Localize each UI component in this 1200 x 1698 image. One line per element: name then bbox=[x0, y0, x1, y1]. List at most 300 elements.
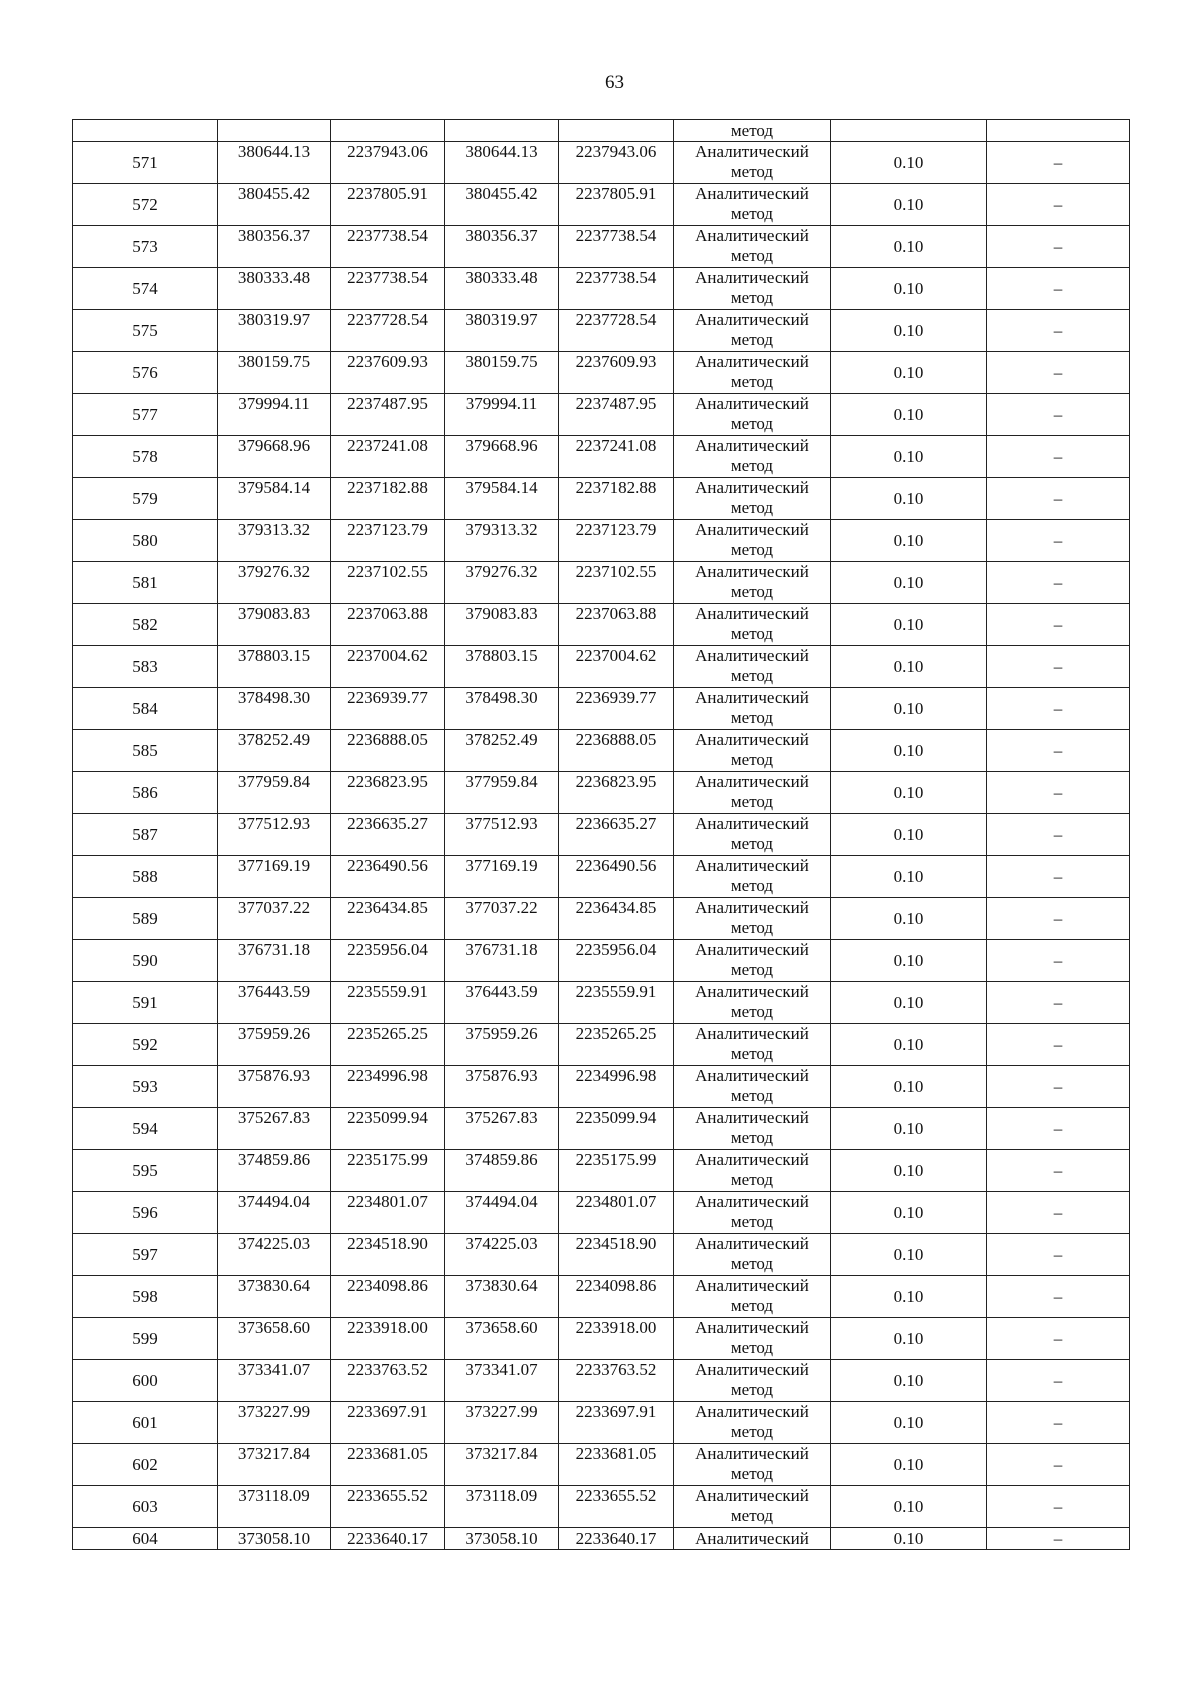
y-coordinate-cell: 2233655.52 bbox=[559, 1486, 674, 1528]
x-coordinate-cell: 374225.03 bbox=[445, 1234, 559, 1276]
y-coordinate-cell: 2234996.98 bbox=[331, 1066, 445, 1108]
x-coordinate-cell: 379584.14 bbox=[445, 478, 559, 520]
method-cell: Аналитический метод bbox=[674, 1066, 831, 1108]
note-cell: – bbox=[987, 730, 1130, 772]
method-cell: Аналитический метод bbox=[674, 184, 831, 226]
point-number-cell: 575 bbox=[73, 310, 218, 352]
table-row bbox=[73, 310, 1130, 352]
point-number-cell: 603 bbox=[73, 1486, 218, 1528]
method-cell: Аналитический метод bbox=[674, 1360, 831, 1402]
y-coordinate-cell: 2236888.05 bbox=[331, 730, 445, 772]
precision-cell: 0.10 bbox=[831, 1276, 987, 1318]
y-coordinate-cell: 2235956.04 bbox=[559, 940, 674, 982]
y-coordinate-cell: 2237004.62 bbox=[331, 646, 445, 688]
x-coordinate-cell: 374225.03 bbox=[218, 1234, 331, 1276]
note-cell: – bbox=[987, 856, 1130, 898]
x-coordinate-cell: 373830.64 bbox=[218, 1276, 331, 1318]
table-row bbox=[73, 688, 1130, 730]
precision-cell: 0.10 bbox=[831, 604, 987, 646]
y-coordinate-cell: 2236434.85 bbox=[331, 898, 445, 940]
x-coordinate-cell: 377169.19 bbox=[445, 856, 559, 898]
x-coordinate-cell: 373227.99 bbox=[445, 1402, 559, 1444]
point-number-cell: 601 bbox=[73, 1402, 218, 1444]
y-coordinate-cell: 2237241.08 bbox=[559, 436, 674, 478]
method-cell: Аналитический метод bbox=[674, 520, 831, 562]
precision-cell: 0.10 bbox=[831, 1402, 987, 1444]
precision-cell: 0.10 bbox=[831, 1444, 987, 1486]
precision-cell: 0.10 bbox=[831, 982, 987, 1024]
y-coordinate-cell: 2235099.94 bbox=[559, 1108, 674, 1150]
precision-cell: 0.10 bbox=[831, 898, 987, 940]
x-coordinate-cell: 379668.96 bbox=[445, 436, 559, 478]
y-coordinate-cell: 2233918.00 bbox=[331, 1318, 445, 1360]
table-row bbox=[73, 940, 1130, 982]
y-coordinate-cell: 2237943.06 bbox=[559, 142, 674, 184]
method-cell: Аналитический метод bbox=[674, 226, 831, 268]
x-coordinate-cell: 378803.15 bbox=[218, 646, 331, 688]
precision-cell: 0.10 bbox=[831, 1108, 987, 1150]
note-cell: – bbox=[987, 646, 1130, 688]
x-coordinate-cell: 379313.32 bbox=[218, 520, 331, 562]
y-coordinate-cell: 2237738.54 bbox=[331, 226, 445, 268]
y-coordinate-cell: 2236823.95 bbox=[559, 772, 674, 814]
method-cell: Аналитический метод bbox=[674, 1192, 831, 1234]
x-coordinate-cell: 380644.13 bbox=[445, 142, 559, 184]
table-row bbox=[73, 226, 1130, 268]
x-coordinate-cell: 379276.32 bbox=[445, 562, 559, 604]
point-number-cell: 604 bbox=[73, 1528, 218, 1550]
x-coordinate-cell: 373341.07 bbox=[218, 1360, 331, 1402]
y-coordinate-cell: 2233681.05 bbox=[331, 1444, 445, 1486]
point-number-cell: 590 bbox=[73, 940, 218, 982]
method-cell: Аналитический метод bbox=[674, 730, 831, 772]
precision-cell: 0.10 bbox=[831, 184, 987, 226]
x-coordinate-cell: 377512.93 bbox=[445, 814, 559, 856]
x-coordinate-cell: 373658.60 bbox=[218, 1318, 331, 1360]
point-number-cell: 602 bbox=[73, 1444, 218, 1486]
y-coordinate-cell: 2237241.08 bbox=[331, 436, 445, 478]
method-cell: Аналитический метод bbox=[674, 478, 831, 520]
point-number-cell: 583 bbox=[73, 646, 218, 688]
note-cell: – bbox=[987, 1024, 1130, 1066]
x-coordinate-cell: 373118.09 bbox=[218, 1486, 331, 1528]
continued-row bbox=[73, 120, 1130, 142]
precision-cell: 0.10 bbox=[831, 688, 987, 730]
y-coordinate-cell: 2236434.85 bbox=[559, 898, 674, 940]
point-number-cell: 591 bbox=[73, 982, 218, 1024]
point-number-cell: 582 bbox=[73, 604, 218, 646]
y-coordinate-cell: 2237182.88 bbox=[559, 478, 674, 520]
x-coordinate-cell: 377169.19 bbox=[218, 856, 331, 898]
method-cell: метод bbox=[674, 120, 831, 142]
point-number-cell: 598 bbox=[73, 1276, 218, 1318]
x-coordinate-cell: 378252.49 bbox=[218, 730, 331, 772]
coordinates-table bbox=[72, 119, 1130, 1550]
note-cell: – bbox=[987, 1486, 1130, 1528]
note-cell: – bbox=[987, 562, 1130, 604]
y-coordinate-cell: 2237102.55 bbox=[559, 562, 674, 604]
note-cell: – bbox=[987, 226, 1130, 268]
x-coordinate-cell: 380319.97 bbox=[218, 310, 331, 352]
y-coordinate-cell: 2233697.91 bbox=[331, 1402, 445, 1444]
table-row bbox=[73, 1444, 1130, 1486]
y-coordinate-cell: 2234098.86 bbox=[559, 1276, 674, 1318]
x-coordinate-cell: 380319.97 bbox=[445, 310, 559, 352]
point-number-cell: 585 bbox=[73, 730, 218, 772]
y-coordinate-cell: 2236888.05 bbox=[559, 730, 674, 772]
table-row bbox=[73, 1234, 1130, 1276]
x-coordinate-cell: 373118.09 bbox=[445, 1486, 559, 1528]
note-cell: – bbox=[987, 1444, 1130, 1486]
note-cell: – bbox=[987, 184, 1130, 226]
table-row bbox=[73, 1192, 1130, 1234]
x-coordinate-cell: 373217.84 bbox=[445, 1444, 559, 1486]
x-coordinate-cell: 375267.83 bbox=[445, 1108, 559, 1150]
precision-cell: 0.10 bbox=[831, 1528, 987, 1550]
precision-cell: 0.10 bbox=[831, 1360, 987, 1402]
note-cell: – bbox=[987, 394, 1130, 436]
precision-cell: 0.10 bbox=[831, 1024, 987, 1066]
x-coordinate-cell: 373658.60 bbox=[445, 1318, 559, 1360]
table-row bbox=[73, 562, 1130, 604]
note-cell: – bbox=[987, 1276, 1130, 1318]
table-row bbox=[73, 268, 1130, 310]
table-row bbox=[73, 1402, 1130, 1444]
y-coordinate-cell: 2235265.25 bbox=[559, 1024, 674, 1066]
precision-cell: 0.10 bbox=[831, 730, 987, 772]
table-row bbox=[73, 1528, 1130, 1550]
note-cell: – bbox=[987, 604, 1130, 646]
precision-cell: 0.10 bbox=[831, 562, 987, 604]
precision-cell: 0.10 bbox=[831, 478, 987, 520]
y-coordinate-cell: 2237063.88 bbox=[331, 604, 445, 646]
method-cell: Аналитический метод bbox=[674, 814, 831, 856]
x-coordinate-cell: 374494.04 bbox=[218, 1192, 331, 1234]
x-coordinate-cell: 373058.10 bbox=[218, 1528, 331, 1550]
y-coordinate-cell: 2235559.91 bbox=[331, 982, 445, 1024]
table-row bbox=[73, 730, 1130, 772]
note-cell: – bbox=[987, 1318, 1130, 1360]
y-coordinate-cell: 2233763.52 bbox=[559, 1360, 674, 1402]
y-coordinate-cell: 2237004.62 bbox=[559, 646, 674, 688]
method-cell: Аналитический метод bbox=[674, 1276, 831, 1318]
method-cell: Аналитический метод bbox=[674, 688, 831, 730]
x-coordinate-cell: 380455.42 bbox=[445, 184, 559, 226]
method-cell: Аналитический метод bbox=[674, 1402, 831, 1444]
y-coordinate-cell: 2237102.55 bbox=[331, 562, 445, 604]
y-coordinate-cell: 2233640.17 bbox=[559, 1528, 674, 1550]
x-coordinate-cell: 374494.04 bbox=[445, 1192, 559, 1234]
precision-cell: 0.10 bbox=[831, 436, 987, 478]
precision-cell: 0.10 bbox=[831, 352, 987, 394]
x-coordinate-cell: 377959.84 bbox=[218, 772, 331, 814]
point-number-cell: 571 bbox=[73, 142, 218, 184]
x-coordinate-cell: 375267.83 bbox=[218, 1108, 331, 1150]
y-coordinate-cell: 2235559.91 bbox=[559, 982, 674, 1024]
x-coordinate-cell: 380455.42 bbox=[218, 184, 331, 226]
x-coordinate-cell: 378498.30 bbox=[218, 688, 331, 730]
note-cell: – bbox=[987, 772, 1130, 814]
note-cell: – bbox=[987, 940, 1130, 982]
y-coordinate-cell: 2237487.95 bbox=[331, 394, 445, 436]
method-cell: Аналитический метод bbox=[674, 1108, 831, 1150]
table-row bbox=[73, 982, 1130, 1024]
y-coordinate-cell: 2237943.06 bbox=[331, 142, 445, 184]
note-cell: – bbox=[987, 688, 1130, 730]
point-number-cell: 587 bbox=[73, 814, 218, 856]
precision-cell: 0.10 bbox=[831, 1150, 987, 1192]
x-coordinate-cell: 375876.93 bbox=[218, 1066, 331, 1108]
x-coordinate-cell: 379584.14 bbox=[218, 478, 331, 520]
table-row bbox=[73, 184, 1130, 226]
y-coordinate-cell: 2233640.17 bbox=[331, 1528, 445, 1550]
x-coordinate-cell: 378252.49 bbox=[445, 730, 559, 772]
precision-cell: 0.10 bbox=[831, 520, 987, 562]
method-cell: Аналитический метод bbox=[674, 940, 831, 982]
table-row bbox=[73, 1318, 1130, 1360]
y-coordinate-cell: 2237805.91 bbox=[559, 184, 674, 226]
y-coordinate-cell: 2235175.99 bbox=[559, 1150, 674, 1192]
x-coordinate-cell: 374859.86 bbox=[218, 1150, 331, 1192]
x-coordinate-cell: 379083.83 bbox=[445, 604, 559, 646]
method-cell: Аналитический метод bbox=[674, 394, 831, 436]
note-cell: – bbox=[987, 1528, 1130, 1550]
note-cell: – bbox=[987, 352, 1130, 394]
page-number: 63 bbox=[605, 72, 624, 93]
table-row bbox=[73, 142, 1130, 184]
table-body bbox=[73, 120, 1130, 1550]
note-cell: – bbox=[987, 1150, 1130, 1192]
y-coordinate-cell: 2237609.93 bbox=[331, 352, 445, 394]
y-coordinate-cell: 2233697.91 bbox=[559, 1402, 674, 1444]
precision-cell: 0.10 bbox=[831, 310, 987, 352]
point-number-cell: 584 bbox=[73, 688, 218, 730]
method-cell: Аналитический метод bbox=[674, 1024, 831, 1066]
table-row bbox=[73, 352, 1130, 394]
point-number-cell: 596 bbox=[73, 1192, 218, 1234]
point-number-cell: 574 bbox=[73, 268, 218, 310]
point-number-cell: 577 bbox=[73, 394, 218, 436]
x-coordinate-cell: 376443.59 bbox=[445, 982, 559, 1024]
table-row bbox=[73, 646, 1130, 688]
method-cell: Аналитический метод bbox=[674, 562, 831, 604]
y-coordinate-cell: 2234996.98 bbox=[559, 1066, 674, 1108]
y-coordinate-cell: 2236939.77 bbox=[331, 688, 445, 730]
point-number-cell: 580 bbox=[73, 520, 218, 562]
y-coordinate-cell: 2235265.25 bbox=[331, 1024, 445, 1066]
x-coordinate-cell: 380356.37 bbox=[445, 226, 559, 268]
x-coordinate-cell: 380159.75 bbox=[445, 352, 559, 394]
method-cell: Аналитический метод bbox=[674, 982, 831, 1024]
y-coordinate-cell: 2234518.90 bbox=[559, 1234, 674, 1276]
table-row bbox=[73, 856, 1130, 898]
method-cell: Аналитический метод bbox=[674, 142, 831, 184]
y-coordinate-cell: 2236490.56 bbox=[559, 856, 674, 898]
x-coordinate-cell: 373058.10 bbox=[445, 1528, 559, 1550]
precision-cell: 0.10 bbox=[831, 394, 987, 436]
table-row bbox=[73, 814, 1130, 856]
y-coordinate-cell: 2236635.27 bbox=[559, 814, 674, 856]
table-row bbox=[73, 520, 1130, 562]
point-number-cell: 592 bbox=[73, 1024, 218, 1066]
x-coordinate-cell: 379994.11 bbox=[218, 394, 331, 436]
y-coordinate-cell: 2233655.52 bbox=[331, 1486, 445, 1528]
precision-cell: 0.10 bbox=[831, 1234, 987, 1276]
y-coordinate-cell: 2237123.79 bbox=[331, 520, 445, 562]
point-number-cell: 594 bbox=[73, 1108, 218, 1150]
precision-cell: 0.10 bbox=[831, 1066, 987, 1108]
precision-cell: 0.10 bbox=[831, 1486, 987, 1528]
y-coordinate-cell: 2237182.88 bbox=[331, 478, 445, 520]
point-number-cell: 572 bbox=[73, 184, 218, 226]
x-coordinate-cell: 379276.32 bbox=[218, 562, 331, 604]
note-cell: – bbox=[987, 436, 1130, 478]
note-cell: – bbox=[987, 268, 1130, 310]
note-cell: – bbox=[987, 1192, 1130, 1234]
x-coordinate-cell: 376731.18 bbox=[218, 940, 331, 982]
note-cell: – bbox=[987, 1234, 1130, 1276]
note-cell: – bbox=[987, 814, 1130, 856]
precision-cell: 0.10 bbox=[831, 268, 987, 310]
y-coordinate-cell: 2237123.79 bbox=[559, 520, 674, 562]
note-cell: – bbox=[987, 1360, 1130, 1402]
point-number-cell: 576 bbox=[73, 352, 218, 394]
method-cell: Аналитический метод bbox=[674, 1318, 831, 1360]
note-cell: – bbox=[987, 1066, 1130, 1108]
x-coordinate-cell: 374859.86 bbox=[445, 1150, 559, 1192]
y-coordinate-cell: 2237487.95 bbox=[559, 394, 674, 436]
note-cell: – bbox=[987, 898, 1130, 940]
method-cell: Аналитический метод bbox=[674, 268, 831, 310]
table-row bbox=[73, 394, 1130, 436]
x-coordinate-cell: 375959.26 bbox=[218, 1024, 331, 1066]
y-coordinate-cell: 2237063.88 bbox=[559, 604, 674, 646]
note-cell: – bbox=[987, 520, 1130, 562]
note-cell: – bbox=[987, 310, 1130, 352]
y-coordinate-cell: 2237738.54 bbox=[331, 268, 445, 310]
method-cell: Аналитический метод bbox=[674, 856, 831, 898]
table-row bbox=[73, 1486, 1130, 1528]
note-cell: – bbox=[987, 1402, 1130, 1444]
note-cell: – bbox=[987, 478, 1130, 520]
method-cell: Аналитический метод bbox=[674, 352, 831, 394]
x-coordinate-cell: 373227.99 bbox=[218, 1402, 331, 1444]
precision-cell: 0.10 bbox=[831, 142, 987, 184]
precision-cell: 0.10 bbox=[831, 646, 987, 688]
y-coordinate-cell: 2233681.05 bbox=[559, 1444, 674, 1486]
y-coordinate-cell: 2234801.07 bbox=[559, 1192, 674, 1234]
table-row bbox=[73, 478, 1130, 520]
x-coordinate-cell: 378498.30 bbox=[445, 688, 559, 730]
point-number-cell: 579 bbox=[73, 478, 218, 520]
y-coordinate-cell: 2236490.56 bbox=[331, 856, 445, 898]
y-coordinate-cell: 2235956.04 bbox=[331, 940, 445, 982]
x-coordinate-cell: 376731.18 bbox=[445, 940, 559, 982]
y-coordinate-cell: 2235099.94 bbox=[331, 1108, 445, 1150]
x-coordinate-cell: 380159.75 bbox=[218, 352, 331, 394]
note-cell: – bbox=[987, 142, 1130, 184]
method-cell: Аналитический метод bbox=[674, 772, 831, 814]
y-coordinate-cell: 2233918.00 bbox=[559, 1318, 674, 1360]
precision-cell: 0.10 bbox=[831, 814, 987, 856]
point-number-cell: 573 bbox=[73, 226, 218, 268]
precision-cell: 0.10 bbox=[831, 1192, 987, 1234]
y-coordinate-cell: 2236939.77 bbox=[559, 688, 674, 730]
precision-cell: 0.10 bbox=[831, 856, 987, 898]
point-number-cell: 581 bbox=[73, 562, 218, 604]
point-number-cell: 600 bbox=[73, 1360, 218, 1402]
method-cell: Аналитический метод bbox=[674, 310, 831, 352]
y-coordinate-cell: 2237805.91 bbox=[331, 184, 445, 226]
precision-cell: 0.10 bbox=[831, 226, 987, 268]
y-coordinate-cell: 2234098.86 bbox=[331, 1276, 445, 1318]
y-coordinate-cell: 2236635.27 bbox=[331, 814, 445, 856]
note-cell: – bbox=[987, 982, 1130, 1024]
x-coordinate-cell: 377512.93 bbox=[218, 814, 331, 856]
y-coordinate-cell: 2237728.54 bbox=[559, 310, 674, 352]
table-row bbox=[73, 1276, 1130, 1318]
y-coordinate-cell: 2237728.54 bbox=[331, 310, 445, 352]
x-coordinate-cell: 380644.13 bbox=[218, 142, 331, 184]
y-coordinate-cell: 2236823.95 bbox=[331, 772, 445, 814]
table-row bbox=[73, 1360, 1130, 1402]
x-coordinate-cell: 379313.32 bbox=[445, 520, 559, 562]
method-cell: Аналитический метод bbox=[674, 436, 831, 478]
method-cell: Аналитический метод bbox=[674, 1234, 831, 1276]
x-coordinate-cell: 375876.93 bbox=[445, 1066, 559, 1108]
table-row bbox=[73, 1150, 1130, 1192]
point-number-cell: 589 bbox=[73, 898, 218, 940]
method-cell: Аналитический метод bbox=[674, 898, 831, 940]
table-row bbox=[73, 772, 1130, 814]
precision-cell: 0.10 bbox=[831, 772, 987, 814]
x-coordinate-cell: 379083.83 bbox=[218, 604, 331, 646]
point-number-cell: 593 bbox=[73, 1066, 218, 1108]
x-coordinate-cell: 378803.15 bbox=[445, 646, 559, 688]
method-cell: Аналитический метод bbox=[674, 1150, 831, 1192]
x-coordinate-cell: 379994.11 bbox=[445, 394, 559, 436]
y-coordinate-cell: 2234518.90 bbox=[331, 1234, 445, 1276]
y-coordinate-cell: 2237738.54 bbox=[559, 226, 674, 268]
point-number-cell: 586 bbox=[73, 772, 218, 814]
table-row bbox=[73, 436, 1130, 478]
x-coordinate-cell: 373341.07 bbox=[445, 1360, 559, 1402]
method-cell: Аналитический метод bbox=[674, 1444, 831, 1486]
point-number-cell: 597 bbox=[73, 1234, 218, 1276]
y-coordinate-cell: 2234801.07 bbox=[331, 1192, 445, 1234]
x-coordinate-cell: 379668.96 bbox=[218, 436, 331, 478]
y-coordinate-cell: 2237738.54 bbox=[559, 268, 674, 310]
y-coordinate-cell: 2235175.99 bbox=[331, 1150, 445, 1192]
x-coordinate-cell: 373217.84 bbox=[218, 1444, 331, 1486]
table-row bbox=[73, 604, 1130, 646]
note-cell: – bbox=[987, 1108, 1130, 1150]
x-coordinate-cell: 377959.84 bbox=[445, 772, 559, 814]
method-cell: Аналитический bbox=[674, 1528, 831, 1550]
method-cell: Аналитический метод bbox=[674, 646, 831, 688]
x-coordinate-cell: 373830.64 bbox=[445, 1276, 559, 1318]
table-row bbox=[73, 1108, 1130, 1150]
point-number-cell: 588 bbox=[73, 856, 218, 898]
x-coordinate-cell: 380333.48 bbox=[218, 268, 331, 310]
method-cell: Аналитический метод bbox=[674, 1486, 831, 1528]
y-coordinate-cell: 2237609.93 bbox=[559, 352, 674, 394]
precision-cell: 0.10 bbox=[831, 1318, 987, 1360]
point-number-cell: 578 bbox=[73, 436, 218, 478]
x-coordinate-cell: 375959.26 bbox=[445, 1024, 559, 1066]
point-number-cell: 599 bbox=[73, 1318, 218, 1360]
table-row bbox=[73, 1066, 1130, 1108]
